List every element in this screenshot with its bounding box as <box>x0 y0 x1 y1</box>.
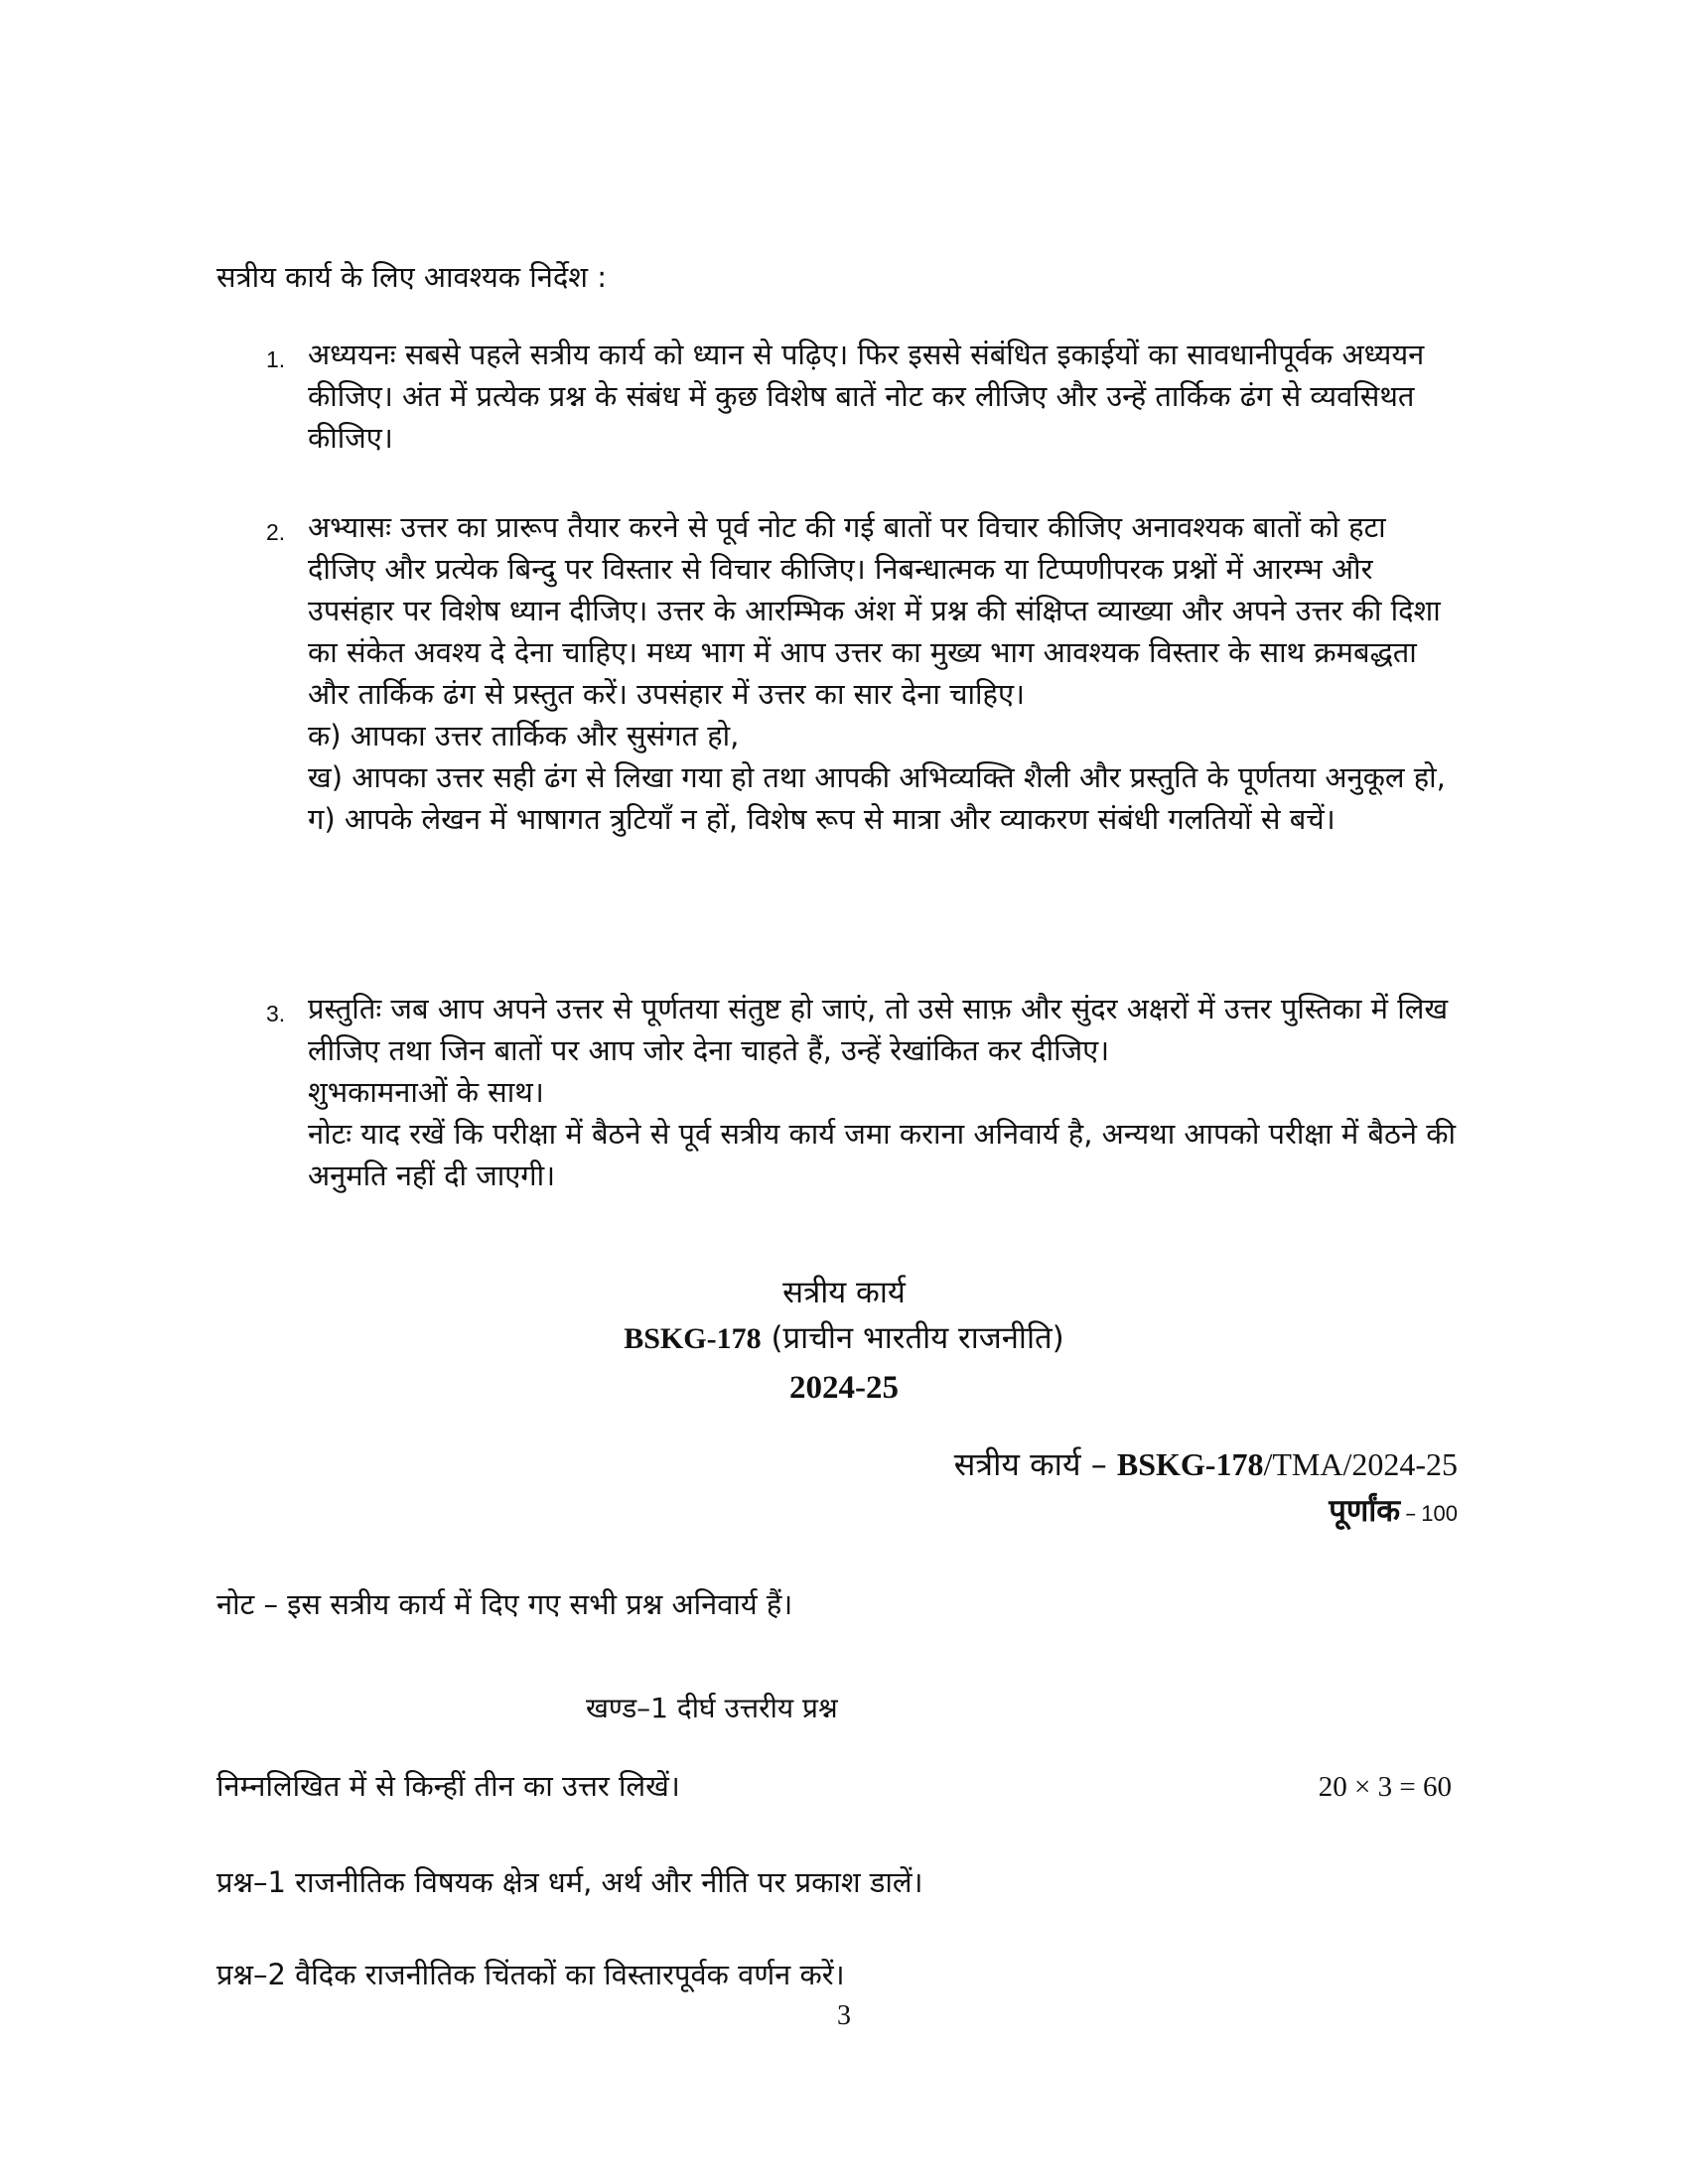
course-code: BSKG-178 <box>624 1322 762 1355</box>
course-name: (प्राचीन भारतीय राजनीति) <box>771 1320 1064 1356</box>
instruction-item-3-wishes: शुभकामनाओं के साथ। <box>308 1075 544 1109</box>
instruction-item-2 <box>308 506 1458 840</box>
total-marks-line <box>1329 1489 1458 1538</box>
tma-course-code: BSKG-178 <box>1116 1446 1264 1482</box>
instructions-heading: सत्रीय कार्य के लिए आवश्यक निर्देश : <box>216 260 608 294</box>
instruction-item-2-number: 2. <box>266 519 286 545</box>
instruction-item-1-number: 1. <box>266 346 286 372</box>
question-2: प्रश्न–2 वैदिक राजनीतिक चिंतकों का विस्तारपूर्वक वर्णन करें। <box>216 1958 845 1991</box>
instruction-item-1-text: अध्ययनः सबसे पहले सत्रीय कार्य को ध्यान से पढ़िए। फिर इससे संबंधित इकाईयों का सावधानीपूर्वक अध्ययन कीजिए। अंत में प्रत्येक प्रश्न के संबंध में कुछ विशेष बातें नोट कर लीजिए और उन्हें तार्किक ढंग से व्यवसिथत कीजिए। <box>308 338 1425 455</box>
tma-suffix: /TMA/2024-25 <box>1263 1446 1458 1482</box>
assignment-title: सत्रीय कार्य <box>782 1275 906 1310</box>
total-marks-dash: – <box>1405 1502 1417 1527</box>
instruction-item-2-subpoint-a: क) आपका उत्तर तार्किक और सुसंगत हो, <box>308 719 740 752</box>
instruction-item-1 <box>308 334 1458 459</box>
instruction-item-2-subpoint-c: ग) आपके लेखन में भाषागत त्रुटियाँ न हों, विशेष रूप से मात्रा और व्याकरण संबंधी गलतियों से बचें। <box>308 802 1336 836</box>
instruction-item-2-subpoint-b: ख) आपका उत्तर सही ढंग से लिखा गया हो तथा आपकी अभिव्यक्ति शैली और प्रस्तुति के पूर्णतया अनुकूल हो, <box>308 760 1446 794</box>
compulsory-note: नोट – इस सत्रीय कार्य में दिए गए सभी प्रश्न अनिवार्य हैं। <box>216 1587 793 1621</box>
total-marks-value: 100 <box>1421 1501 1458 1526</box>
instruction-item-3-note: नोटः याद रखें कि परीक्षा में बैठने से पूर्व सत्रीय कार्य जमा कराना अनिवार्य है, अन्यथा आपको परीक्षा में बैठने की अनुमति नहीं दी जाएगी। <box>308 1117 1456 1192</box>
section-marks-formula: 20 × 3 = 60 <box>1318 1771 1452 1803</box>
course-line <box>0 1316 1688 1361</box>
tma-code-line <box>954 1441 1458 1487</box>
instruction-item-3 <box>308 988 1458 1196</box>
section-heading: खण्ड–1 दीर्घ उत्तरीय प्रश्न <box>586 1692 838 1724</box>
instruction-item-2-text: अभ्यासः उत्तर का प्रारूप तैयार करने से पूर्व नोट की गई बातों पर विचार कीजिए अनावश्यक बातों को हटा दीजिए और प्रत्येक बिन्दु पर विस्तार से विचार कीजिए। निबन्धात्मक या टिप्पणीपरक प्रश्नों में आरम्भ और उपसंहार पर विशेष ध्यान दीजिए। उत्तर के आरम्भिक अंश में प्रश्न की संक्षिप्त व्याख्या और अपने उत्तर की दिशा का संकेत अवश्य दे देना चाहिए। मध्य भाग में आप उत्तर का मुख्य भाग आवश्यक विस्तार के साथ क्रमबद्धता और तार्किक ढंग से प्रस्तुत करें। उपसंहार में उत्तर का सार देना चाहिए। <box>308 510 1441 711</box>
page-number: 3 <box>837 2000 851 2031</box>
tma-label: सत्रीय कार्य – <box>953 1445 1107 1483</box>
session-year: 2024-25 <box>789 1370 899 1406</box>
instruction-item-3-text: प्रस्तुतिः जब आप अपने उत्तर से पूर्णतया संतुष्ट हो जाएं, तो उसे साफ़ और सुंदर अक्षरों में उत्तर पुस्तिका में लिख लीजिए तथा जिन बातों पर आप जोर देना चाहते हैं, उन्हें रेखांकित कर दीजिए। <box>308 992 1449 1067</box>
question-1: प्रश्न–1 राजनीतिक विषयक क्षेत्र धर्म, अर्थ और नीति पर प्रकाश डालें। <box>216 1865 923 1899</box>
section-instruction: निम्नलिखित में से किन्हीं तीन का उत्तर लिखें। <box>216 1769 680 1803</box>
instruction-item-3-number: 3. <box>266 1001 286 1026</box>
total-marks-label: पूर्णांक <box>1329 1493 1401 1529</box>
